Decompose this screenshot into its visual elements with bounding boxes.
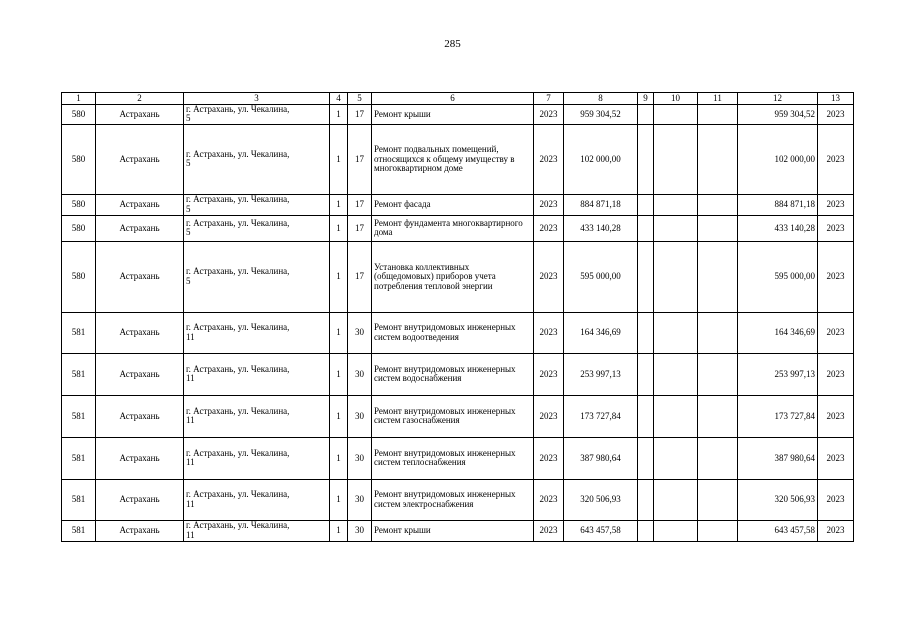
completion-year-cell: 2023 — [818, 241, 854, 312]
col5-cell: 17 — [348, 124, 372, 194]
col4-cell: 1 — [330, 312, 348, 353]
row-number: 580 — [62, 194, 96, 215]
col9-cell — [638, 353, 654, 395]
year-cell: 2023 — [534, 353, 564, 395]
total-cell: 320 506,93 — [738, 479, 818, 520]
address-line: г. Астрахань, ул. Чекалина, — [186, 447, 290, 458]
total-cell: 253 997,13 — [738, 353, 818, 395]
total-cell: 164 346,69 — [738, 312, 818, 353]
amount-cell: 884 871,18 — [564, 194, 638, 215]
year-cell: 2023 — [534, 312, 564, 353]
amount-cell: 643 457,58 — [564, 520, 638, 541]
amount-cell: 102 000,00 — [564, 124, 638, 194]
col9-cell — [638, 395, 654, 437]
house-number: 11 — [186, 415, 195, 426]
col10-cell — [654, 215, 698, 241]
completion-year-cell: 2023 — [818, 194, 854, 215]
address-cell — [184, 353, 330, 395]
table-row — [62, 105, 854, 125]
work-type-cell: Ремонт крыши — [372, 520, 534, 541]
col9-cell — [638, 215, 654, 241]
col4-cell: 1 — [330, 105, 348, 125]
house-number: 5 — [186, 113, 191, 124]
amount-cell: 387 980,64 — [564, 437, 638, 479]
table-body — [62, 105, 854, 542]
total-cell: 643 457,58 — [738, 520, 818, 541]
col10-cell — [654, 105, 698, 125]
col10-cell — [654, 124, 698, 194]
completion-year-cell: 2023 — [818, 215, 854, 241]
col10-cell — [654, 312, 698, 353]
row-number: 580 — [62, 105, 96, 125]
col9-cell — [638, 105, 654, 125]
address-line: г. Астрахань, ул. Чекалина, — [186, 363, 290, 374]
total-cell: 595 000,00 — [738, 241, 818, 312]
col9-cell — [638, 241, 654, 312]
row-number: 580 — [62, 124, 96, 194]
year-cell: 2023 — [534, 215, 564, 241]
col9-cell — [638, 520, 654, 541]
col9-cell — [638, 479, 654, 520]
total-cell: 102 000,00 — [738, 124, 818, 194]
address-cell — [184, 194, 330, 215]
address-line: г. Астрахань, ул. Чекалина, — [186, 217, 290, 228]
row-number: 580 — [62, 215, 96, 241]
city-cell: Астрахань — [96, 194, 184, 215]
address-line: г. Астрахань, ул. Чекалина, — [186, 405, 290, 416]
work-type-cell: Ремонт крыши — [372, 105, 534, 125]
address-line: г. Астрахань, ул. Чекалина, — [186, 520, 290, 531]
column-number-5: 5 — [348, 93, 372, 105]
house-number: 11 — [186, 457, 195, 468]
table-row — [62, 124, 854, 194]
table-row — [62, 520, 854, 541]
col9-cell — [638, 437, 654, 479]
col4-cell: 1 — [330, 215, 348, 241]
work-type-cell: Ремонт внутридомовых инженерных систем теплоснабжения — [372, 437, 534, 479]
col5-cell: 30 — [348, 353, 372, 395]
city-cell: Астрахань — [96, 479, 184, 520]
work-type-cell: Ремонт внутридомовых инженерных систем водоснабжения — [372, 353, 534, 395]
col5-cell: 30 — [348, 520, 372, 541]
total-cell: 387 980,64 — [738, 437, 818, 479]
completion-year-cell: 2023 — [818, 105, 854, 125]
city-cell: Астрахань — [96, 395, 184, 437]
address-line: г. Астрахань, ул. Чекалина, — [186, 322, 290, 333]
year-cell: 2023 — [534, 437, 564, 479]
column-number-2: 2 — [96, 93, 184, 105]
total-cell: 173 727,84 — [738, 395, 818, 437]
col5-cell: 17 — [348, 215, 372, 241]
row-number: 581 — [62, 312, 96, 353]
col4-cell: 1 — [330, 437, 348, 479]
row-number: 581 — [62, 437, 96, 479]
col4-cell: 1 — [330, 479, 348, 520]
col4-cell: 1 — [330, 241, 348, 312]
row-number: 581 — [62, 353, 96, 395]
completion-year-cell: 2023 — [818, 312, 854, 353]
col5-cell: 17 — [348, 241, 372, 312]
repair-program-table — [61, 92, 854, 542]
city-cell: Астрахань — [96, 105, 184, 125]
house-number: 11 — [186, 331, 195, 342]
city-cell: Астрахань — [96, 353, 184, 395]
city-cell: Астрахань — [96, 241, 184, 312]
col11-cell — [698, 395, 738, 437]
col4-cell: 1 — [330, 124, 348, 194]
work-type-cell: Ремонт подвальных помещений, относящихся к общему имуществу в многоквартирном доме — [372, 124, 534, 194]
table-row — [62, 194, 854, 215]
work-type-cell: Ремонт фундамента многоквартирного дома — [372, 215, 534, 241]
address-cell — [184, 479, 330, 520]
col11-cell — [698, 215, 738, 241]
city-cell: Астрахань — [96, 215, 184, 241]
year-cell: 2023 — [534, 395, 564, 437]
address-cell — [184, 124, 330, 194]
house-number: 5 — [186, 275, 191, 286]
address-cell — [184, 395, 330, 437]
column-number-4: 4 — [330, 93, 348, 105]
house-number: 11 — [186, 498, 195, 509]
col11-cell — [698, 479, 738, 520]
completion-year-cell: 2023 — [818, 395, 854, 437]
year-cell: 2023 — [534, 241, 564, 312]
column-number-6: 6 — [372, 93, 534, 105]
col11-cell — [698, 194, 738, 215]
col10-cell — [654, 437, 698, 479]
table-row — [62, 353, 854, 395]
address-cell — [184, 312, 330, 353]
col10-cell — [654, 395, 698, 437]
col4-cell: 1 — [330, 194, 348, 215]
city-cell: Астрахань — [96, 520, 184, 541]
column-number-1: 1 — [62, 93, 96, 105]
column-number-13: 13 — [818, 93, 854, 105]
column-number-12: 12 — [738, 93, 818, 105]
column-number-8: 8 — [564, 93, 638, 105]
column-number-7: 7 — [534, 93, 564, 105]
address-line: г. Астрахань, ул. Чекалина, — [186, 194, 290, 205]
col11-cell — [698, 124, 738, 194]
col4-cell: 1 — [330, 520, 348, 541]
column-number-11: 11 — [698, 93, 738, 105]
col10-cell — [654, 194, 698, 215]
city-cell: Астрахань — [96, 437, 184, 479]
year-cell: 2023 — [534, 479, 564, 520]
amount-cell: 253 997,13 — [564, 353, 638, 395]
completion-year-cell: 2023 — [818, 124, 854, 194]
house-number: 11 — [186, 529, 195, 540]
work-type-cell: Установка коллективных (общедомовых) приборов учета потребления тепловой энергии — [372, 241, 534, 312]
col10-cell — [654, 479, 698, 520]
work-type-cell: Ремонт внутридомовых инженерных систем водоотведения — [372, 312, 534, 353]
col11-cell — [698, 520, 738, 541]
row-number: 580 — [62, 241, 96, 312]
col5-cell: 17 — [348, 105, 372, 125]
col10-cell — [654, 520, 698, 541]
work-type-cell: Ремонт внутридомовых инженерных систем газоснабжения — [372, 395, 534, 437]
col5-cell: 17 — [348, 194, 372, 215]
col11-cell — [698, 437, 738, 479]
col11-cell — [698, 105, 738, 125]
house-number: 5 — [186, 227, 191, 238]
year-cell: 2023 — [534, 520, 564, 541]
col5-cell: 30 — [348, 395, 372, 437]
address-cell — [184, 105, 330, 125]
year-cell: 2023 — [534, 105, 564, 125]
col10-cell — [654, 353, 698, 395]
completion-year-cell: 2023 — [818, 520, 854, 541]
work-type-cell: Ремонт фасада — [372, 194, 534, 215]
house-number: 11 — [186, 373, 195, 384]
page-number: 285 — [444, 38, 461, 50]
amount-cell: 595 000,00 — [564, 241, 638, 312]
total-cell: 959 304,52 — [738, 105, 818, 125]
completion-year-cell: 2023 — [818, 479, 854, 520]
table-row — [62, 215, 854, 241]
amount-cell: 173 727,84 — [564, 395, 638, 437]
column-number-10: 10 — [654, 93, 698, 105]
address-line: г. Астрахань, ул. Чекалина, — [186, 489, 290, 500]
row-number: 581 — [62, 520, 96, 541]
house-number: 5 — [186, 203, 191, 214]
col4-cell: 1 — [330, 353, 348, 395]
completion-year-cell: 2023 — [818, 353, 854, 395]
table-row — [62, 395, 854, 437]
table-row — [62, 312, 854, 353]
col5-cell: 30 — [348, 312, 372, 353]
completion-year-cell: 2023 — [818, 437, 854, 479]
col9-cell — [638, 194, 654, 215]
col5-cell: 30 — [348, 479, 372, 520]
col9-cell — [638, 312, 654, 353]
col4-cell: 1 — [330, 395, 348, 437]
city-cell: Астрахань — [96, 124, 184, 194]
col11-cell — [698, 312, 738, 353]
address-line: г. Астрахань, ул. Чекалина, — [186, 104, 290, 114]
col11-cell — [698, 353, 738, 395]
year-cell: 2023 — [534, 124, 564, 194]
address-line: г. Астрахань, ул. Чекалина, — [186, 148, 290, 159]
amount-cell: 164 346,69 — [564, 312, 638, 353]
address-cell — [184, 437, 330, 479]
address-cell — [184, 215, 330, 241]
amount-cell: 433 140,28 — [564, 215, 638, 241]
col10-cell — [654, 241, 698, 312]
row-number: 581 — [62, 479, 96, 520]
col5-cell: 30 — [348, 437, 372, 479]
column-number-9: 9 — [638, 93, 654, 105]
col9-cell — [638, 124, 654, 194]
house-number: 5 — [186, 158, 191, 169]
total-cell: 433 140,28 — [738, 215, 818, 241]
column-number-3: 3 — [184, 93, 330, 105]
table-row — [62, 437, 854, 479]
total-cell: 884 871,18 — [738, 194, 818, 215]
amount-cell: 959 304,52 — [564, 105, 638, 125]
table-row — [62, 479, 854, 520]
row-number: 581 — [62, 395, 96, 437]
col11-cell — [698, 241, 738, 312]
year-cell: 2023 — [534, 194, 564, 215]
table-row — [62, 241, 854, 312]
address-cell — [184, 241, 330, 312]
address-cell — [184, 520, 330, 541]
city-cell: Астрахань — [96, 312, 184, 353]
column-number-header-row — [62, 93, 854, 105]
address-line: г. Астрахань, ул. Чекалина, — [186, 266, 290, 277]
work-type-cell: Ремонт внутридомовых инженерных систем электроснабжения — [372, 479, 534, 520]
amount-cell: 320 506,93 — [564, 479, 638, 520]
